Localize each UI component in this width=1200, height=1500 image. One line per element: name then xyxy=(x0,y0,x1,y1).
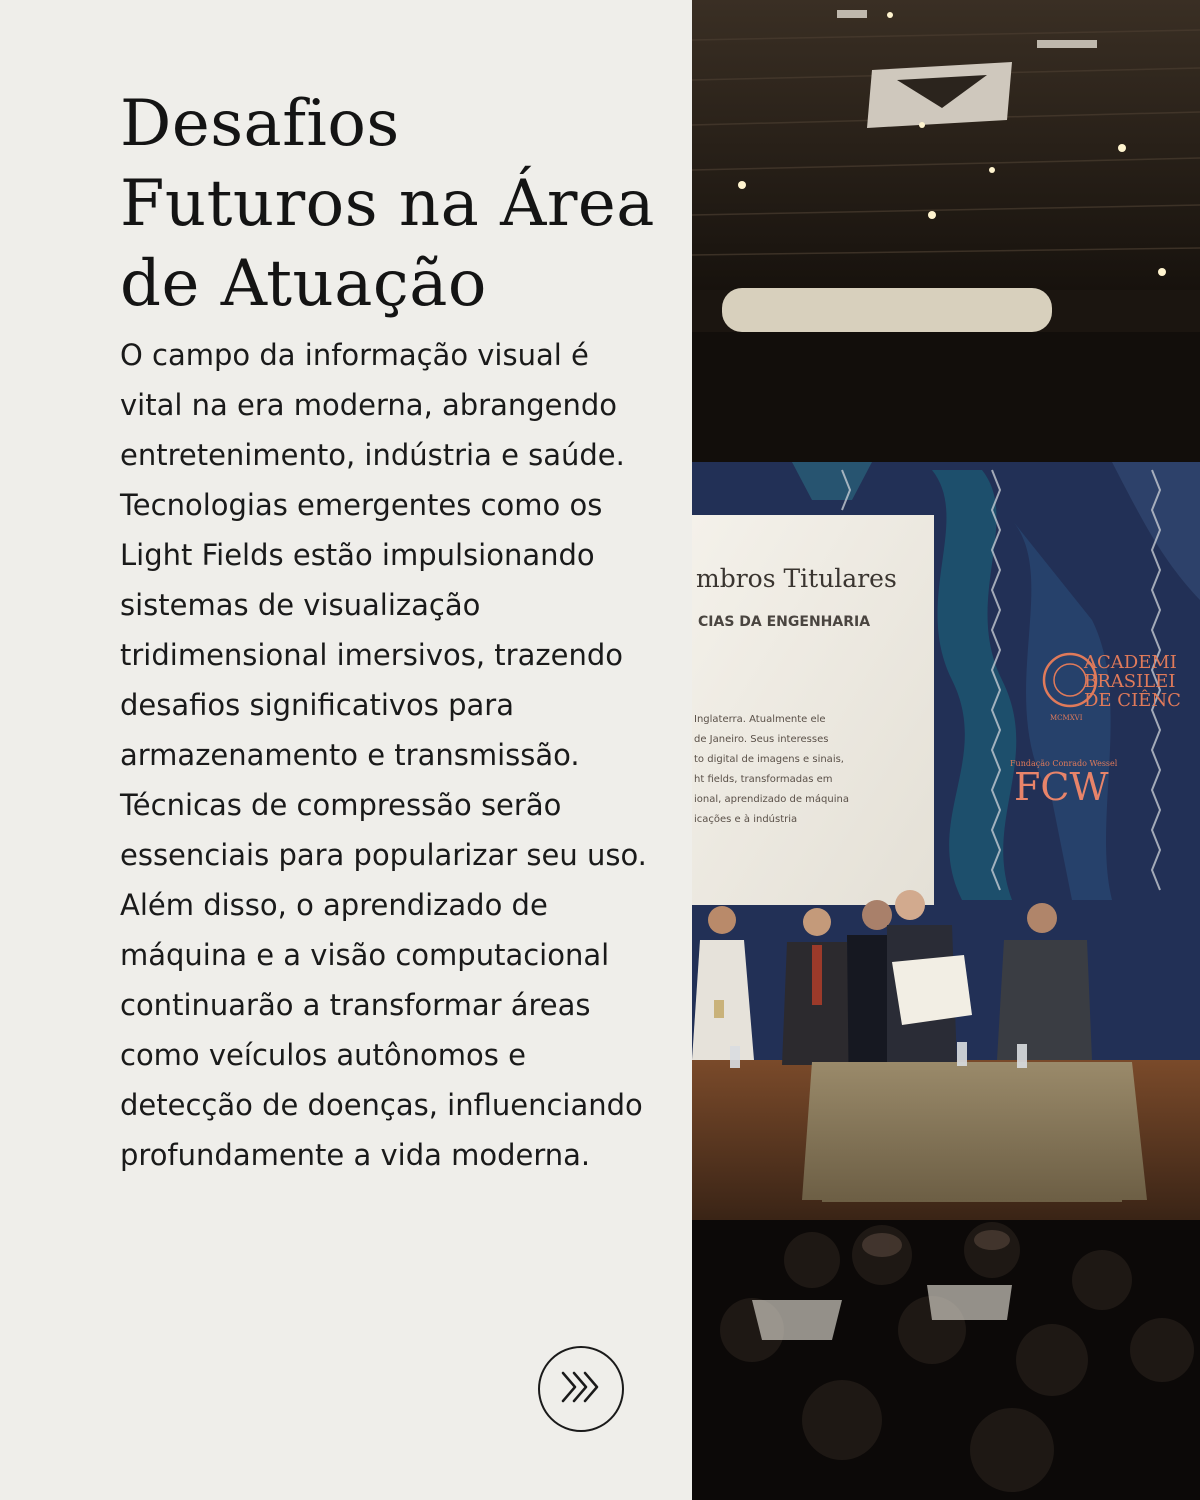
screen-line: icações e à indústria xyxy=(694,814,798,825)
screen-line: de Janeiro. Seus interesses xyxy=(694,734,829,745)
svg-text:BRASILEI: BRASILEI xyxy=(1084,671,1176,692)
svg-text:MCMXVI: MCMXVI xyxy=(1050,714,1083,722)
screen-line: ional, aprendizado de máquina xyxy=(694,794,849,805)
screen-line: to digital de imagens e sinais, xyxy=(694,754,844,765)
next-slide-button[interactable] xyxy=(538,1346,624,1432)
screen-line: Inglaterra. Atualmente ele xyxy=(694,714,826,725)
slide-title: Desafios Futuros na Área de Atuação xyxy=(120,87,655,321)
screen-line: ht fields, transformadas em xyxy=(694,774,833,785)
slide-body-text: O campo da informação visual é vital na era moderna, abrangendo entretenimento, indústria e saúde. Tecnologias emergentes como os Light Fields estão impulsionando sistemas de visualização tridimensional imersivos, trazendo desafios significativos para armazenamento e transmissão. Técnicas de compressão serão essenciais para popularizar seu uso. Além disso, o aprendizado de máquina e a visão computacional continuarão a transformar áreas como veículos autônomos e detecção de doenças, influenciando profundamente a vida moderna. xyxy=(120,338,647,1172)
svg-text:DE CIÊNC: DE CIÊNC xyxy=(1084,690,1181,711)
svg-text:FCW: FCW xyxy=(1014,765,1109,809)
screen-heading: mbros Titulares xyxy=(696,564,897,593)
diploma xyxy=(892,955,972,1025)
svg-text:ACADEMI: ACADEMI xyxy=(1084,652,1177,673)
fcw-logo xyxy=(1010,759,1118,809)
ceremony-photo xyxy=(692,0,1200,1500)
screen-subheading: CIAS DA ENGENHARIA xyxy=(698,614,871,630)
svg-text:Fundação Conrado Wessel: Fundação Conrado Wessel xyxy=(1010,759,1118,768)
triple-chevron-right-icon xyxy=(557,1367,605,1412)
